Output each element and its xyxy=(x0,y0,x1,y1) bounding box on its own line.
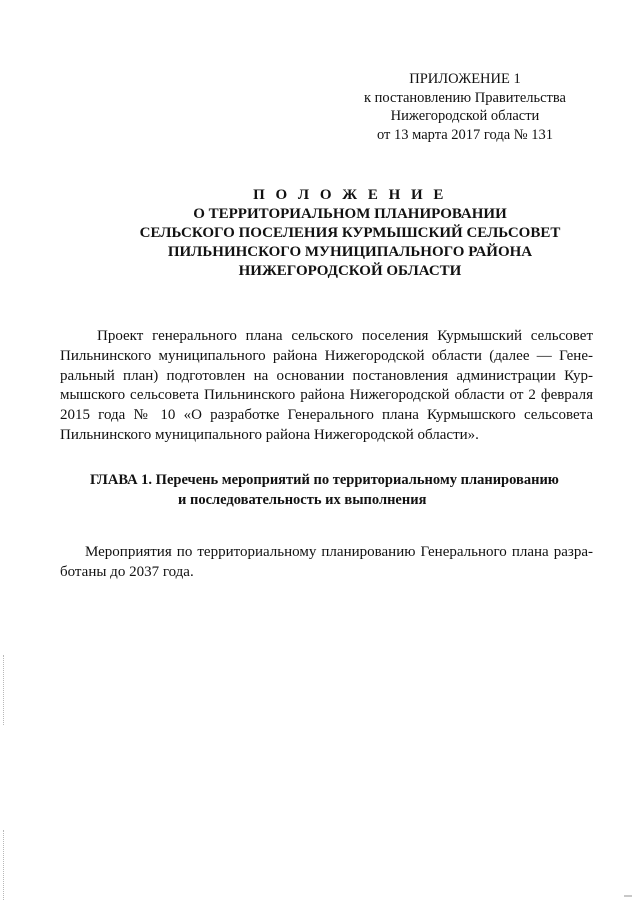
chapter-paragraph-line: Мероприятия по территориальному планированию Генерального плана разра- xyxy=(85,544,593,560)
appendix-reference: к постановлению Правительства xyxy=(364,89,566,106)
scan-edge-mark xyxy=(3,830,5,900)
intro-line: 2015 года № 10 «О разработке Генерального плана Курмышского сельсовета xyxy=(60,407,593,424)
intro-line: Пильнинского муниципального района Нижегородской области (далее — Гене- xyxy=(60,347,593,364)
intro-line: ральный план) подготовлен на основании постановления администрации Кур- xyxy=(60,367,593,384)
scan-edge-mark xyxy=(3,655,5,725)
title-line-3: СЕЛЬСКОГО ПОСЕЛЕНИЯ КУРМЫШСКИЙ СЕЛЬСОВЕТ xyxy=(139,225,561,241)
intro-line: мышского сельсовета Пильнинского района Нижегородской области от 2 февраля xyxy=(60,387,593,404)
title-line-5: НИЖЕГОРОДСКОЙ ОБЛАСТИ xyxy=(238,263,462,279)
intro-line: Пильнинского муниципального района Нижегородской области». xyxy=(60,426,479,443)
title-line-4: ПИЛЬНИНСКОГО МУНИЦИПАЛЬНОГО РАЙОНА xyxy=(167,244,533,260)
intro-line: Проект генерального плана сельского поселения Курмышский сельсовет xyxy=(97,328,593,344)
chapter-paragraph-line: ботаны до 2037 года. xyxy=(60,564,194,580)
chapter-heading-line-1: ГЛАВА 1. Перечень мероприятий по территориальному планированию xyxy=(90,472,559,488)
title-line-2: О ТЕРРИТОРИАЛЬНОМ ПЛАНИРОВАНИИ xyxy=(193,206,507,222)
title-line-1: П О Л О Ж Е Н И Е xyxy=(253,187,447,203)
chapter-paragraph xyxy=(60,542,593,582)
chapter-heading-line-2: и последовательность их выполнения xyxy=(178,492,427,508)
scan-corner-mark xyxy=(624,895,632,897)
appendix-block xyxy=(340,70,590,144)
intro-paragraph xyxy=(60,327,593,446)
document-title xyxy=(80,186,620,281)
appendix-region: Нижегородской области xyxy=(390,108,540,124)
appendix-heading: ПРИЛОЖЕНИЕ 1 xyxy=(409,71,521,87)
chapter-heading xyxy=(90,470,610,510)
appendix-date: от 13 марта 2017 года № 131 xyxy=(377,126,553,143)
